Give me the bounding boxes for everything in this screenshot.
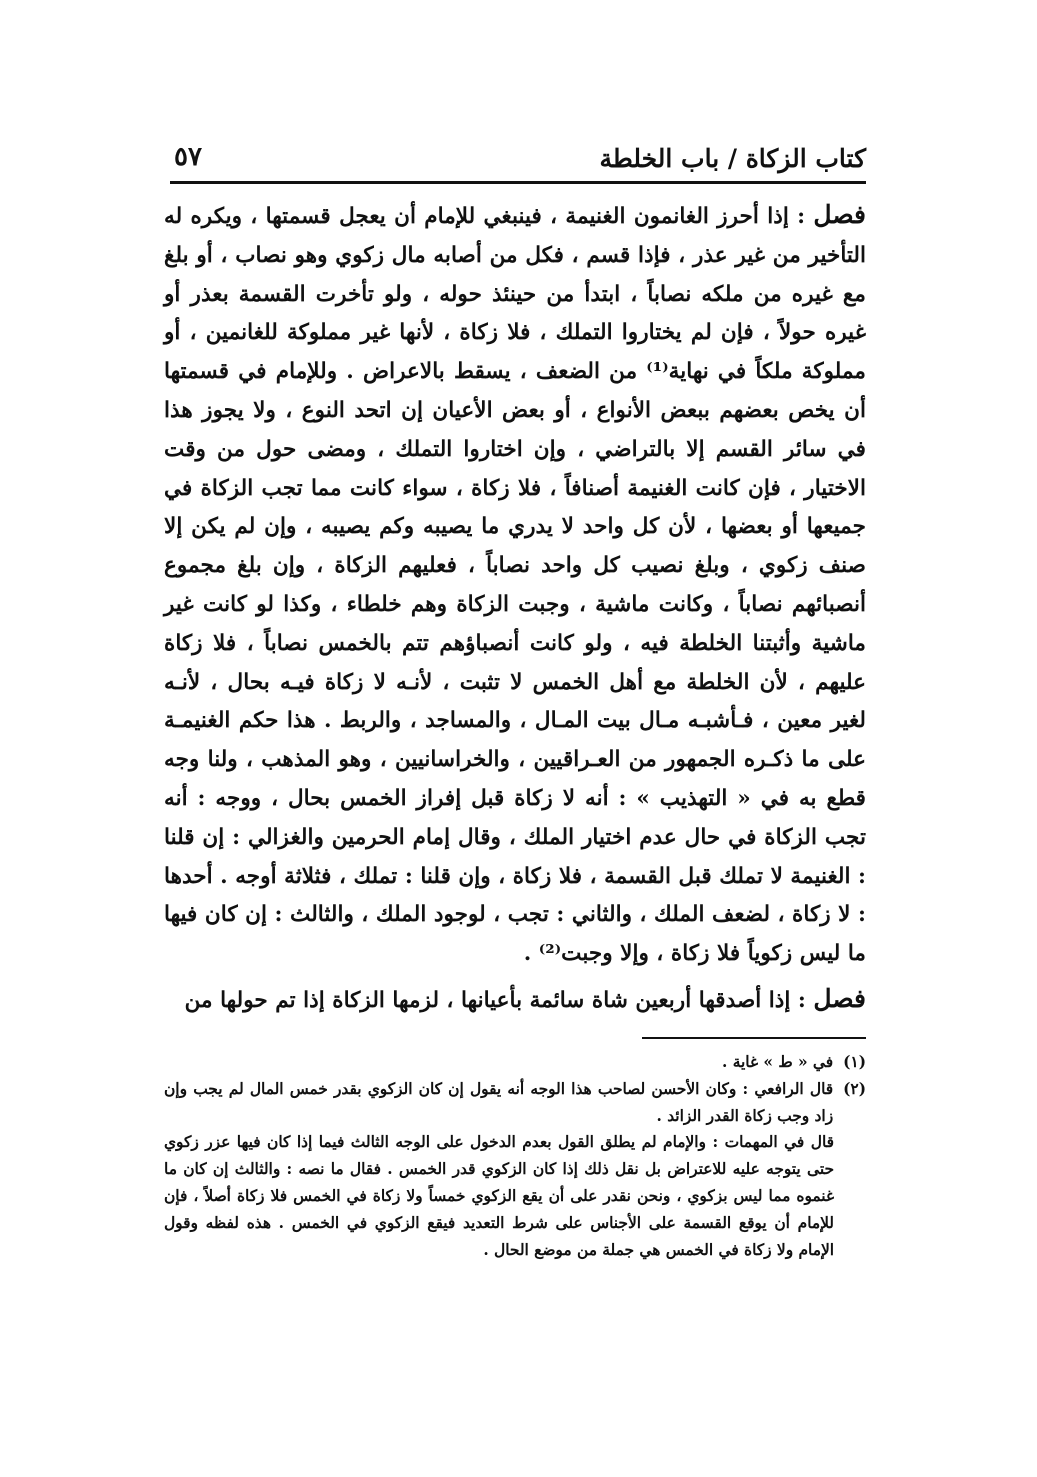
footnote-text: قال الرافعي : وكان الأحسن لصاحب هذا الوجه أنه يقول إن كان الزكوي بقدر خمس المال لم يجب وإن زاد وجب زكاة القدر الزائد . (164, 1079, 834, 1125)
main-text (164, 196, 866, 1021)
footnotes (164, 1049, 866, 1263)
page-header (170, 140, 866, 180)
page-number: ٥٧ (174, 142, 202, 172)
footnote-number: (١) (843, 1053, 866, 1071)
footnote-text: في « ط » غاية . (722, 1053, 834, 1071)
footnote-number: (٢) (843, 1079, 866, 1098)
footnote-continuation: قال في المهمات : والإمام لم يطلق القول بعدم الدخول على الوجه الثالث فيما إذا كان فيها عزر زكوي حتى يتوجه عليه للاعتراض بل نقل ذلك إذا كان الزكوي قدر الخمس . فقال ما نصه : والثالث إن كان ما غنموه مما ليس بزكوي ، ونحن نقدر على أن يقع الزكوي خمساً ولا زكاة في الخمس فلا زكاة أصلاً ، فإن للإمام أن يوقع القسمة على الأجناس على شرط التعديد فيقع الزكوي في الخمس . هذه لفظه وقول الإمام ولا زكاة في الخمس هي جملة من موضع الحال . (164, 1133, 834, 1259)
section-paragraph-1 (164, 196, 866, 974)
section-term: فصل (813, 983, 866, 1013)
section-paragraph-2 (164, 980, 866, 1021)
footnote (164, 1049, 866, 1076)
header-rule (170, 181, 866, 184)
section-body: : إذا أحرز الغانمون الغنيمة ، فينبغي للإمام أن يعجل قسمتها ، ويكره له التأخير من غير عذر ، فإذا قسم ، فكل من أصابه مال زكوي وهو نصاب ، أو بلغ مع غيره من ملكه نصاباً ، ابتدأ من حينئذ حوله ، ولو تأخرت القسمة بعذر أو غيره حولاً ، فإن لم يختاروا التملك ، فلا زكاة ، لأنها غير مملوكة للغانمين ، أو مملوكة ملكاً في نهاية⁽¹⁾ من الضعف ، يسقط بالاعراض . وللإمام في قسمتها أن يخص بعضهم ببعض الأنواع ، أو بعض الأعيان إن اتحد النوع ، ولا يجوز هذا في سائر القسم إلا بالتراضي ، وإن اختاروا التملك ، ومضى حول من وقت الاختيار ، فإن كانت الغنيمة أصنافاً ، فلا زكاة ، سواء كانت مما تجب الزكاة في جميعها أو بعضها ، لأن كل واحد لا يدري ما يصيبه وكم يصيبه ، وإن لم يكن إلا صنف زكوي ، وبلغ نصيب كل واحد نصاباً ، فعليهم الزكاة ، وإن بلغ مجموع أنصبائهم نصاباً ، وكانت ماشية ، وجبت الزكاة وهم خلطاء ، وكذا لو كانت غير ماشية وأثبتنا الخلطة فيه ، ولو كانت أنصباؤهم تتم بالخمس نصاباً ، فلا زكاة عليهم ، لأن الخلطة مع أهل الخمس لا تثبت ، لأنـه لا زكاة فيـه بحال ، لأنـه لغير معين ، فـأشبـه مـال بيت المـال ، والمساجد ، والربط . هذا حكم الغنيمـة على ما ذكـره الجمهور من العـراقيين ، والخراسانيين ، وهو المذهب ، ولنا وجه قطع به في « التهذيب » : أنه لا زكاة قبل إفراز الخمس بحال ، ووجه : أنه تجب الزكاة في حال عدم اختيار الملك ، وقال إمام الحرمين والغزالي : إن قلنا : الغنيمة لا تملك قبل القسمة ، فلا زكاة ، وإن قلنا : تملك ، فثلاثة أوجه . أحدها : لا زكاة ، لضعف الملك ، والثاني : تجب ، لوجود الملك ، والثالث : إن كان فيها ما ليس زكوياً فلا زكاة ، وإلا وجبت⁽²⁾ . (164, 204, 866, 967)
section-body: : إذا أصدقها أربعين شاة سائمة بأعيانها ، لزمها الزكاة إذا تم حولها من (184, 987, 814, 1013)
section-term: فصل (813, 200, 866, 229)
footnote (164, 1076, 866, 1130)
running-title: كتاب الزكاة / باب الخلطة (599, 144, 866, 173)
footnote-rule (642, 1037, 866, 1039)
